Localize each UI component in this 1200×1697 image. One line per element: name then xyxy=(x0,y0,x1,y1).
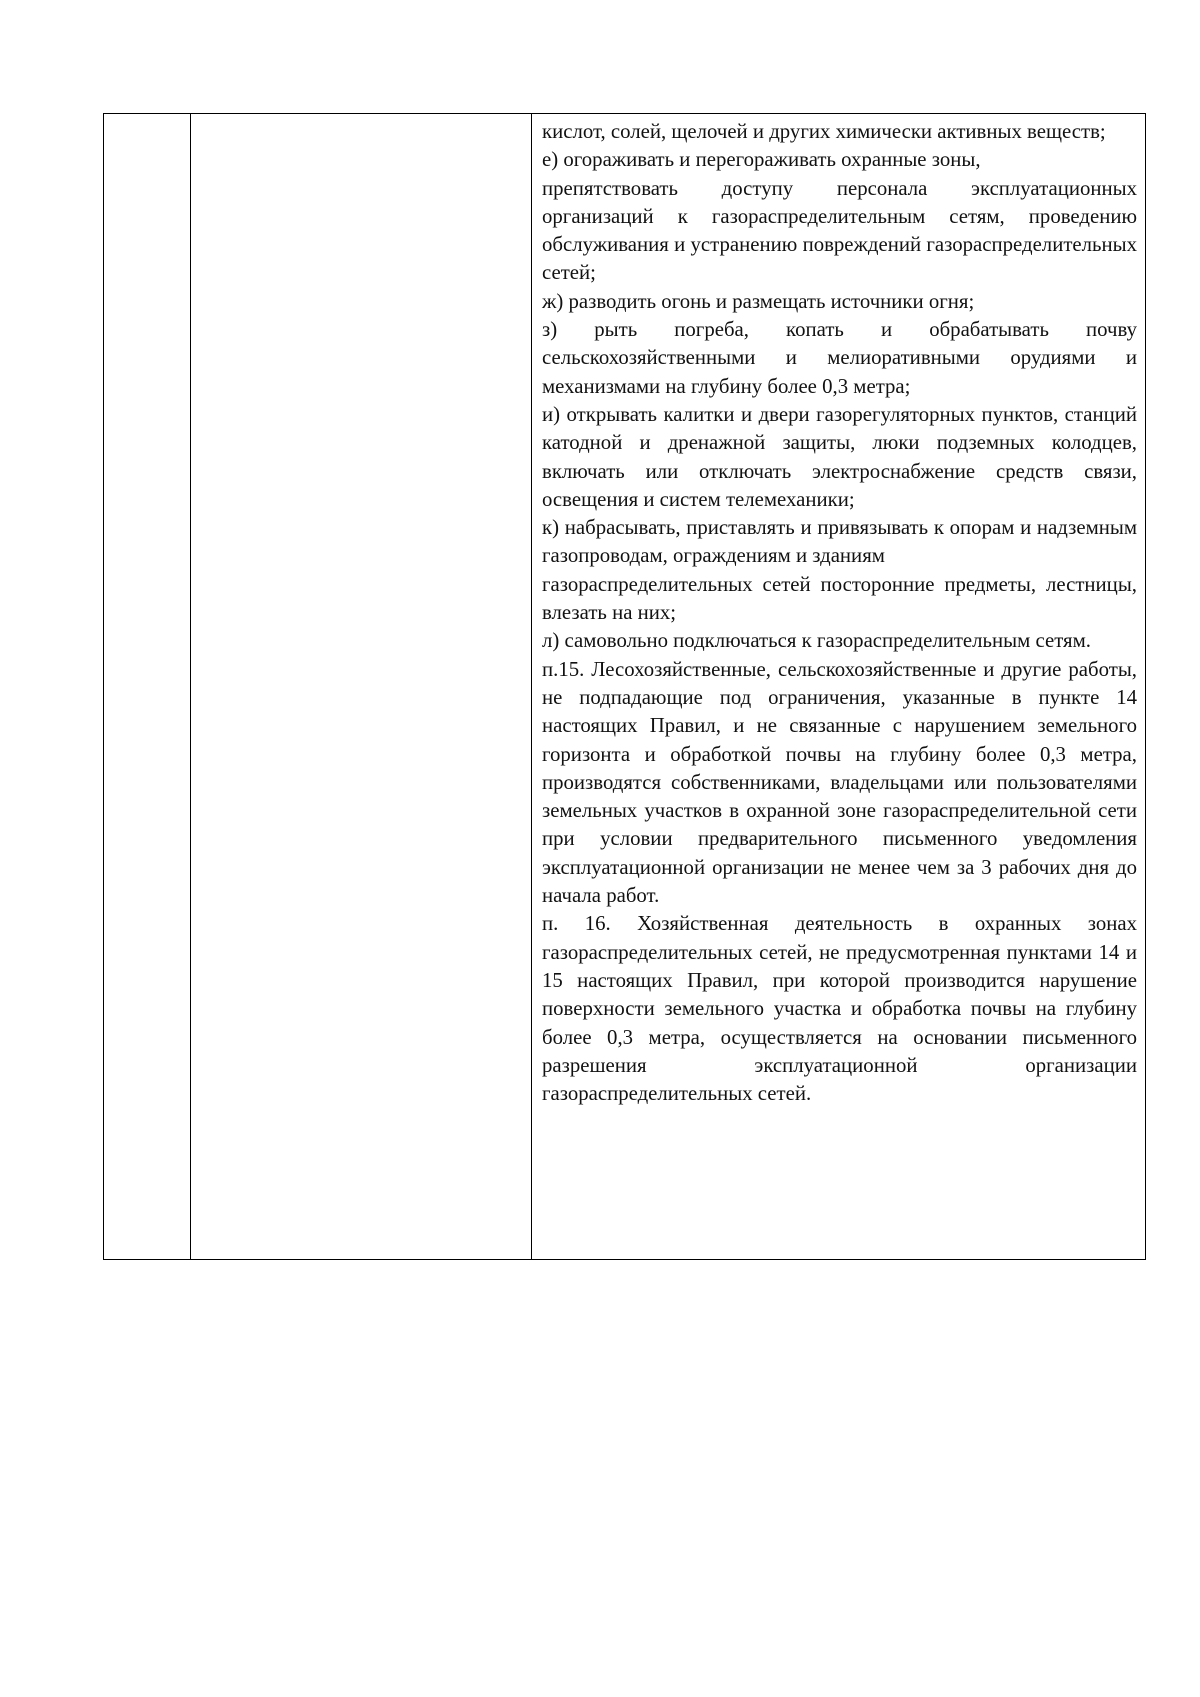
paragraph-item-l: л) самовольно подключаться к газораспределительным сетям. xyxy=(542,629,1091,653)
paragraph-item-e: е) огораживать и перегораживать охранные зоны, xyxy=(542,148,981,172)
table-cell-name xyxy=(191,114,532,1260)
paragraph-clause-16: п. 16. Хозяйственная деятельность в охранных зонах газораспределительных сетей, не предусмотренная пунктами 14 и 15 настоящих Правил, при которой производится нарушение поверхности земельного участка и обработка почвы на глубину более 0,3 метра, осуществляется на основании письменного разрешения эксплуатационной организации газораспределительных сетей. xyxy=(542,912,1137,1106)
paragraph-clause-15: п.15. Лесохозяйственные, сельскохозяйственные и другие работы, не подпадающие под ограничения, указанные в пункте 14 настоящих Правил, и не связанные с нарушением земельного горизонта и обработкой почвы на глубину более 0,3 метра, производятся собственниками, владельцами или пользователями земельных участков в охранной зоне газораспределительной сети при условии предварительного письменного уведомления эксплуатационной организации не менее чем за 3 рабочих дня до начала работ. xyxy=(542,657,1137,908)
table-row xyxy=(104,114,1146,1260)
restrictions-text xyxy=(532,114,1145,1108)
paragraph-item-k: к) набрасывать, приставлять и привязывать к опорам и надземным газопроводам, ограждениям и зданиям xyxy=(542,516,1137,568)
document-table xyxy=(103,113,1146,1260)
paragraph-chemicals: кислот, солей, щелочей и других химически активных веществ; xyxy=(542,120,1106,143)
table-cell-restrictions xyxy=(532,114,1146,1260)
paragraph-item-zh: ж) разводить огонь и размещать источники огня; xyxy=(542,289,975,313)
paragraph-item-z: з) рыть погреба, копать и обрабатывать почву сельскохозяйственными и мелиоративными орудиями и механизмами на глубину более 0,3 метра; xyxy=(542,318,1137,398)
paragraph-item-e-cont: препятствовать доступу персонала эксплуатационных организаций к газораспределительным сетям, проведению обслуживания и устранению повреждений газораспределительных сетей; xyxy=(542,176,1137,285)
paragraph-item-k-cont: газораспределительных сетей посторонние предметы, лестницы, влезать на них; xyxy=(542,572,1137,625)
table-cell-number xyxy=(104,114,191,1260)
cell-name-text xyxy=(191,114,531,118)
paragraph-item-i: и) открывать калитки и двери газорегуляторных пунктов, станций катодной и дренажной защиты, люки подземных колодцев, включать или отключать электроснабжение средств связи, освещения и систем телемеханики; xyxy=(542,402,1137,511)
cell-number-text xyxy=(104,114,190,118)
